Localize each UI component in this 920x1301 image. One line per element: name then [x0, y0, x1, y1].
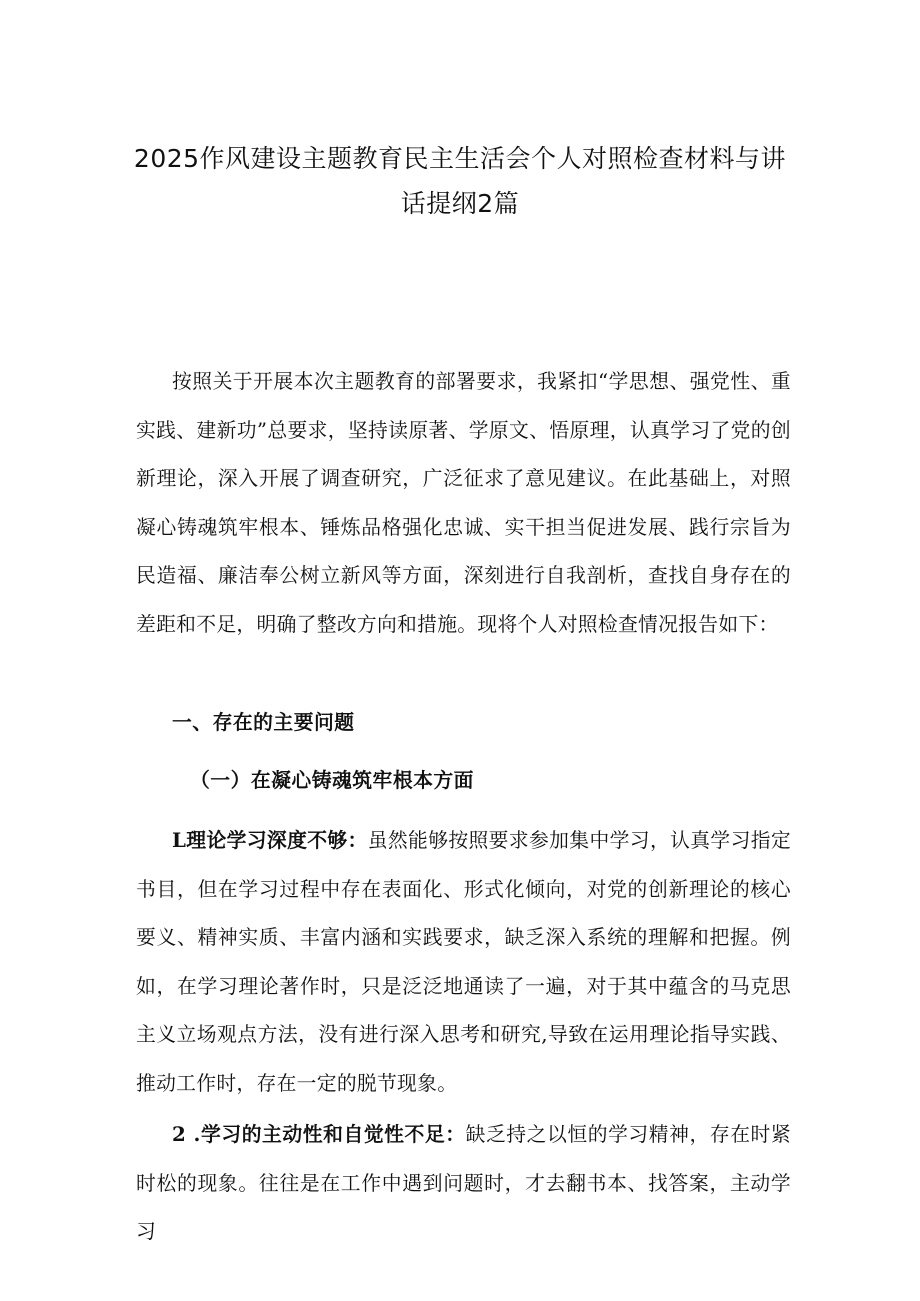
problem-item-2-lead: 2 .学习的主动性和自觉性不足：: [172, 1122, 466, 1146]
title-line-1: 2025作风建设主题教育民主生活会个人对照检查材料与讲: [133, 144, 787, 173]
problem-item-1-lead: L理论学习深度不够：: [172, 828, 368, 852]
document-title: [110, 136, 810, 226]
title-line-2: 话提纲2篇: [400, 189, 520, 218]
subsection-heading: （一）在凝心铸魂筑牢根本方面: [190, 768, 474, 792]
intro-paragraph: 按照关于开展本次主题教育的部署要求，我紧扣“学思想、强党性、重实践、建新功”总要求，坚持读原著、学原文、悟原理，认真学习了党的创新理论，深入开展了调查研究，广泛征求了意见建议。在此基础上，对照凝心铸魂筑牢根本、锤炼品格强化忠诚、实干担当促进发展、践行宗旨为民造福、廉洁奉公树立新风等方面，深刻进行自我剖析，查找自身存在的差距和不足，明确了整改方向和措施。现将个人对照检查情况报告如下：: [136, 370, 791, 636]
section-heading: 一、存在的主要问题: [172, 710, 355, 734]
problem-item-2: [136, 1110, 791, 1257]
problem-item-1: [136, 816, 791, 1108]
problem-item-2-text: 缺乏持之以恒的学习精神，存在时紧时松的现象。往往是在工作中遇到问题时，才去翻书本、找答案，主动学习: [136, 1123, 791, 1243]
problem-item-1-text: 虽然能够按照要求参加集中学习，认真学习指定书目，但在学习过程中存在表面化、形式化倾向，对党的创新理论的核心要义、精神实质、丰富内涵和实践要求，缺乏深入系统的理解和把握。例如，在学习理论著作时，只是泛泛地通读了一遍，对于其中蕴含的马克思主义立场观点方法，没有进行深入思考和研究,导致在运用理论指导实践、推动工作时，存在一定的脱节现象。: [136, 829, 791, 1095]
